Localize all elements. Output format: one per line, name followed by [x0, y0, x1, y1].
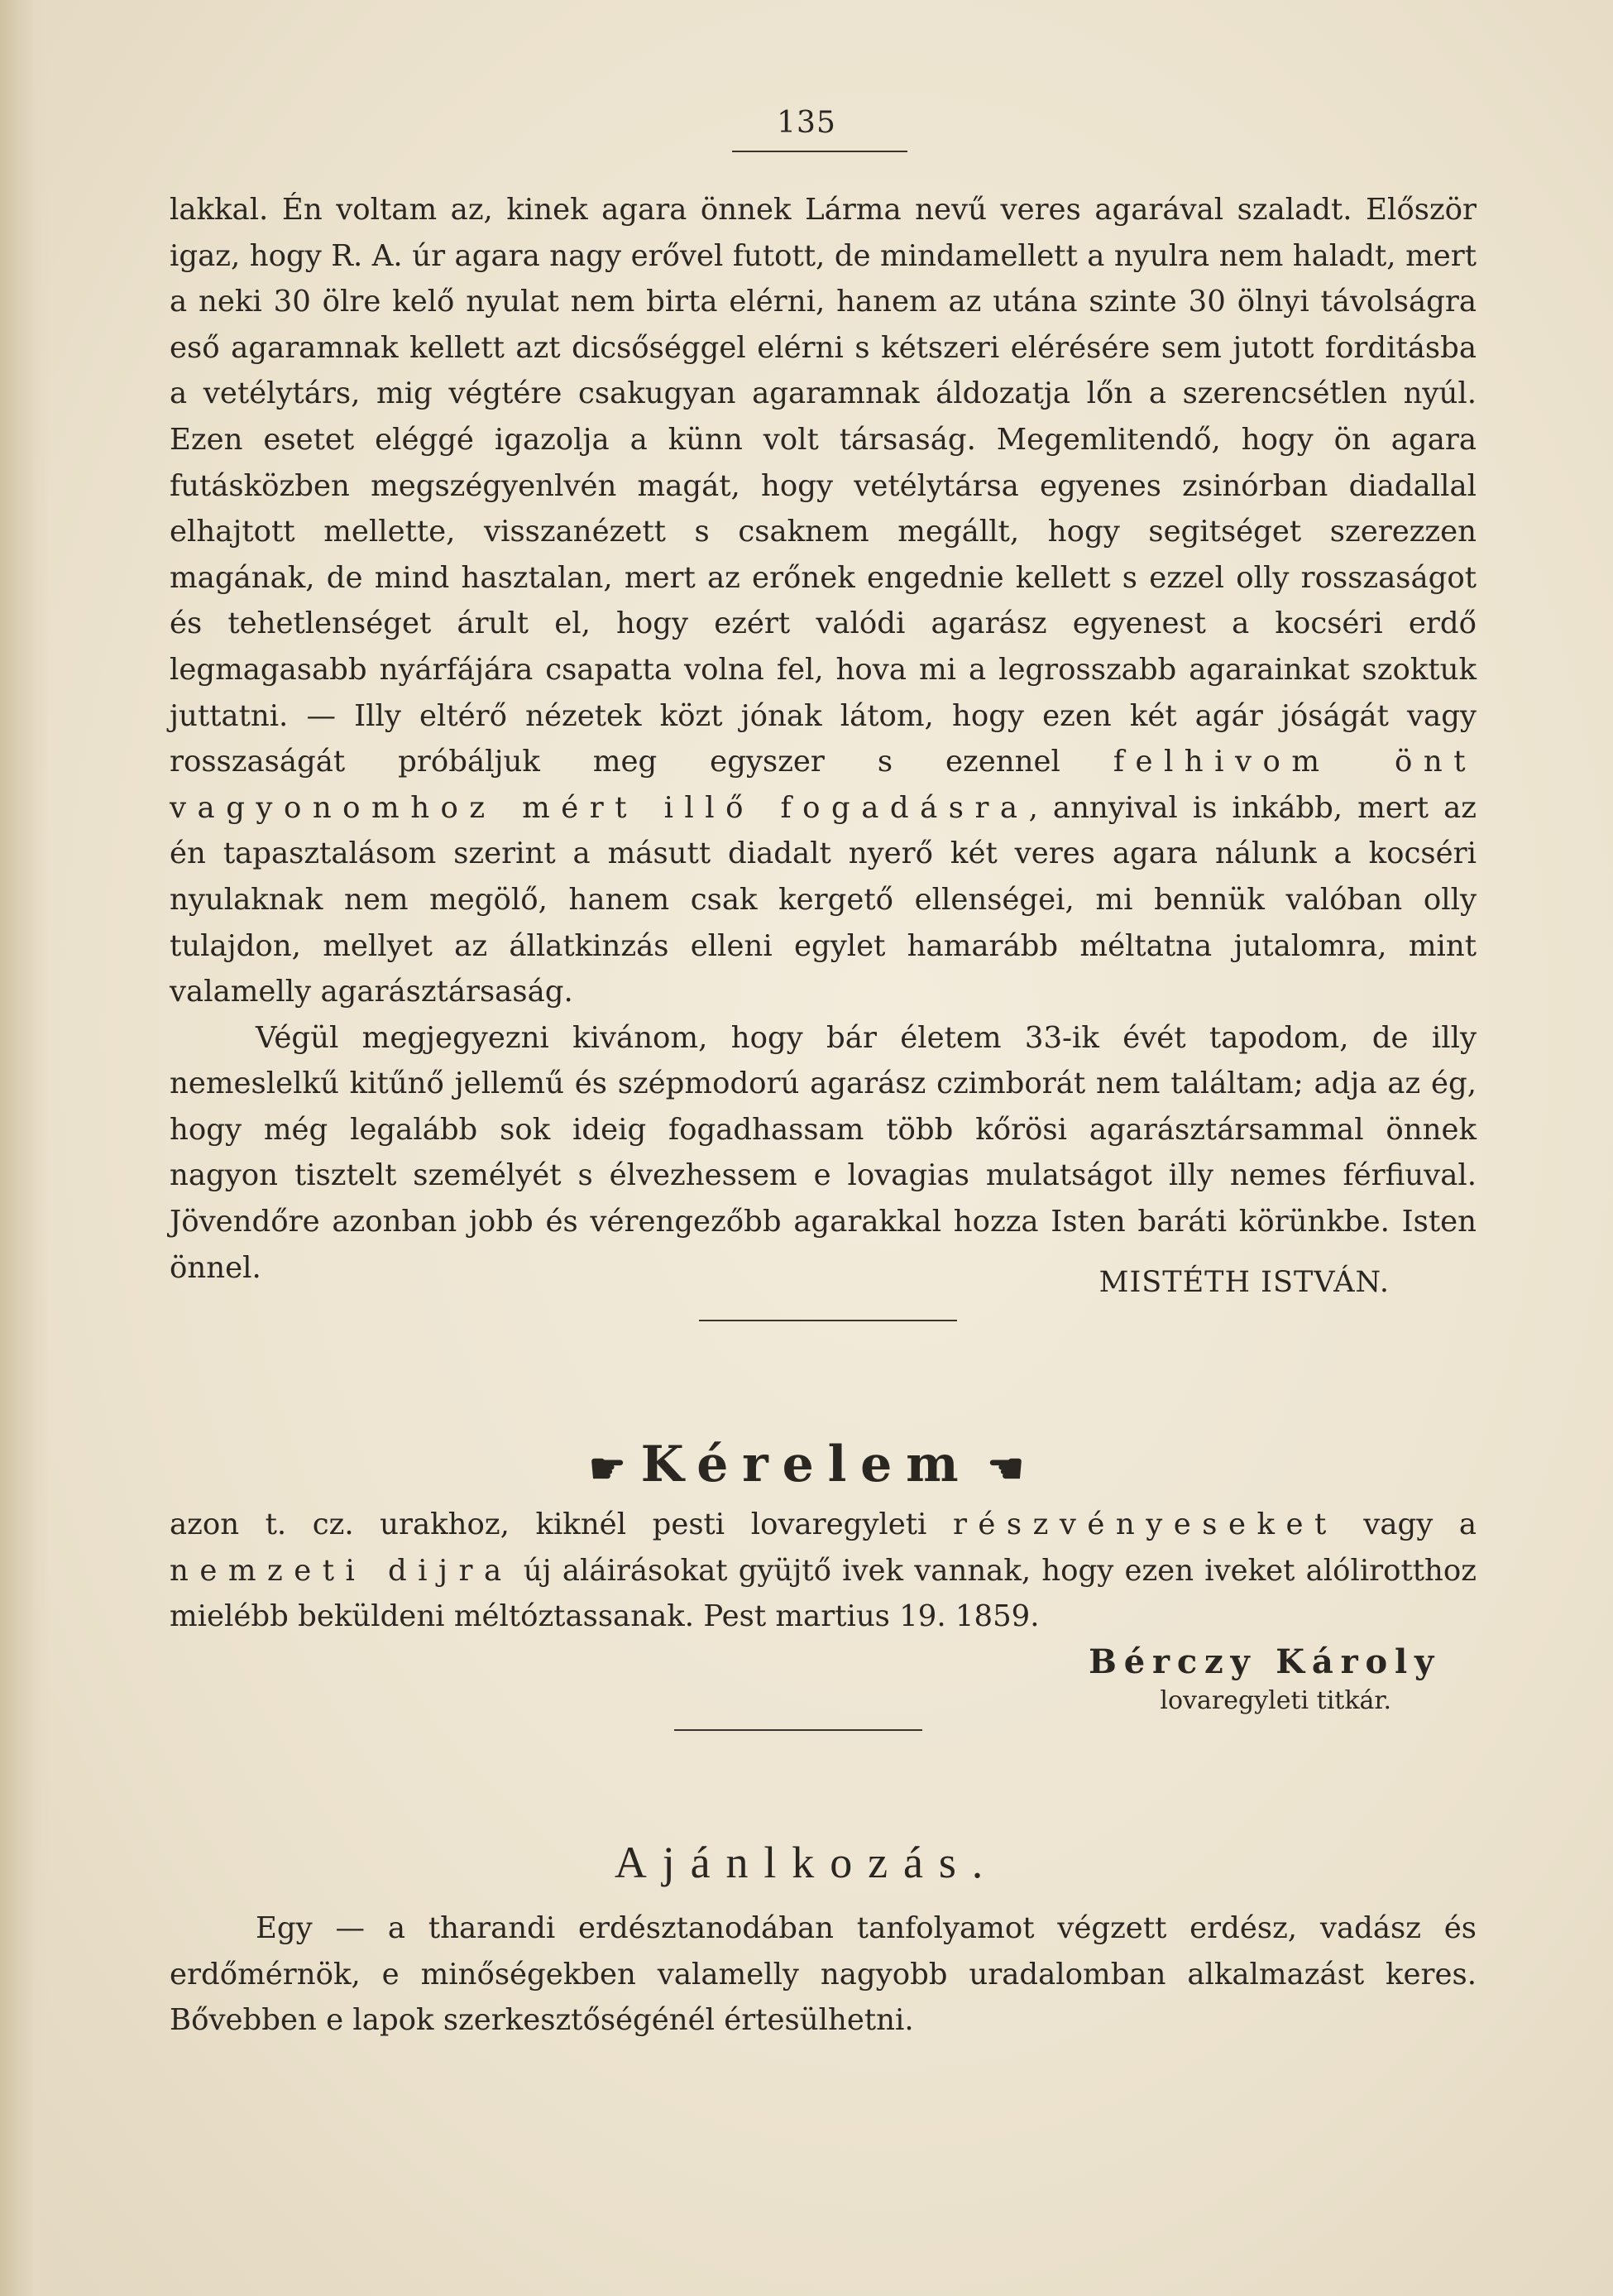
ajanlkozas-body — [170, 1905, 1477, 2044]
section-divider-2 — [674, 1729, 922, 1731]
pointing-hand-left-icon: ☚ — [987, 1444, 1025, 1493]
kerelem-text-2: vagy a — [1363, 1507, 1477, 1541]
article-signature: MISTÉTH ISTVÁN. — [1098, 1266, 1390, 1299]
spaced-emphasis: felhivom önt vagyonomhoz mért illő fogadásra — [170, 745, 1477, 825]
kerelem-spaced-2: nemzeti dijra — [170, 1553, 513, 1588]
article-paragraph-1-end: , annyival is inkább, mert az én tapasztalásom szerint a másutt diadalt nyerő két veres agara nálunk a kocséri nyulaknak nem megölő, hanem csak kergető ellenségei, mi bennük valóban olly tulajdon, mellyet az állatkinzás elleni egylet hamarább méltatna jutalomra, mint valamelly agarásztársaság. — [170, 790, 1477, 1009]
kerelem-heading-text: Kérelem — [640, 1436, 973, 1493]
article-paragraph-1-text: lakkal. Én voltam az, kinek agara önnek Lárma nevű veres agarával szaladt. Először igaz, hogy R. A. úr agara nagy erővel futott, de mindamellett a nyulra nem haladt, mert a neki 30 ölre kelő nyulat nem birta elérni, hanem az utána szinte 30 ölnyi távolságra eső agaramnak kellett azt dicsőséggel elérni s kétszeri elérésére sem jutott forditásba a vetélytárs, mig végtére csakugyan agaramnak áldozatja lőn a szerencsétlen nyúl. Ezen esetet eléggé igazolja a künn volt társaság. Megemlitendő, hogy ön agara futásközben megszégyenlvén magát, hogy vetélytársa egyenes zsinórban diadallal elhajtott mellette, visszanézett s csaknem megállt, hogy segitséget szerezzen magának, de mind hasztalan, mert az erőnek engednie kellett s ezzel olly rosszaságot és tehetlenséget árult el, hogy ezért valódi agarász egyenest a kocséri erdő legmagasabb nyárfájára csapatta volna fel, hova mi a legrosszabb agarainkat szoktuk juttatni. — Illy eltérő nézetek közt jónak látom, hogy ezen két agár jóságát vagy rosszaságát próbáljuk meg egyszer s ezennel — [170, 193, 1477, 779]
kerelem-body — [170, 1502, 1477, 1640]
kerelem-spaced-1: részvényeseket — [952, 1507, 1338, 1541]
article-body — [170, 187, 1477, 1291]
ajanlkozas-heading: Ajánlkozás. — [614, 1838, 999, 1887]
kerelem-paragraph — [170, 1502, 1477, 1640]
section-divider-1 — [699, 1320, 957, 1321]
kerelem-signer-title: lovaregyleti titkár. — [1160, 1686, 1391, 1715]
article-paragraph-1 — [170, 187, 1477, 1015]
kerelem-text-3: új aláirásokat gyüjtő ivek vannak, hogy ezen iveket alólirotthoz mielébb beküldeni méltóztassanak. Pest martius 19. 1859. — [170, 1553, 1477, 1634]
binding-edge — [0, 0, 50, 2296]
kerelem-heading — [0, 1436, 1613, 1493]
kerelem-signer: Bérczy Károly — [1089, 1642, 1441, 1681]
pointing-hand-right-icon: ☛ — [588, 1444, 626, 1493]
ajanlkozas-paragraph: Egy — a tharandi erdésztanodában tanfolyamot végzett erdész, vadász és erdőmérnök, e minőségekben valamelly nagyobb uradalomban alkalmazást keres. Bővebben e lapok szerkesztőségénél értesülhetni. — [170, 1911, 1477, 2038]
kerelem-text-1: azon t. cz. urakhoz, kiknél pesti lovaregyleti — [170, 1507, 927, 1541]
page-number-rule — [732, 151, 907, 152]
page-number: 135 — [777, 106, 836, 140]
article-paragraph-2: Végül megjegyezni kivánom, hogy bár életem 33-ik évét tapodom, de illy nemeslelkű kitűnő jellemű és szépmodorú agarász czimborát nem találtam; adja az ég, hogy még legalább sok ideig fogadhassam több kőrösi agarásztársammal önnek nagyon tisztelt személyét s élvezhessem e lovagias mulatságot illy nemes férfiuval. Jövendőre azonban jobb és vérengezőbb agarakkal hozza Isten baráti körünkbe. Isten önnel. — [170, 1020, 1477, 1285]
